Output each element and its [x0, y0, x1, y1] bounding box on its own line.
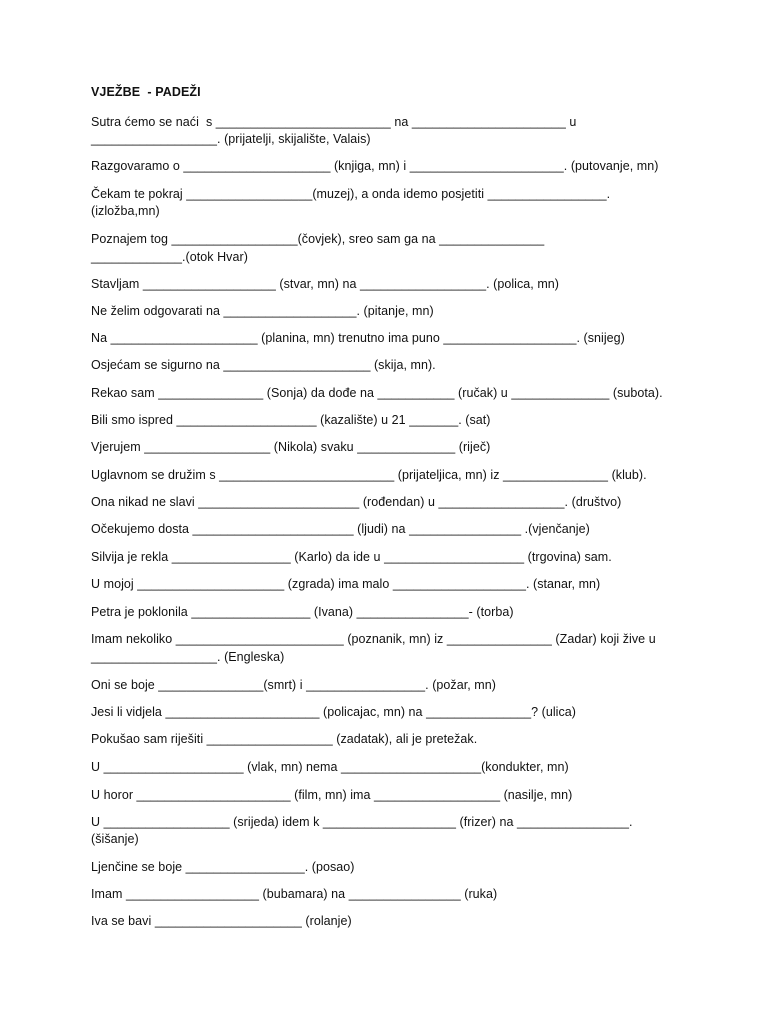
exercise-line: Imam ___________________ (bubamara) na ________________ (ruka) — [91, 887, 498, 901]
exercise-line: Oni se boje _______________(smrt) i _________________. (požar, mn) — [91, 678, 496, 692]
exercise-line: Čekam te pokraj __________________(muzej), a onda idemo posjetiti _________________. — [91, 187, 611, 201]
exercise-line: Na _____________________ (planina, mn) trenutno ima puno ___________________. (snijeg) — [91, 331, 625, 345]
exercise-line: Ne želim odgovarati na ___________________. (pitanje, mn) — [91, 304, 434, 318]
exercise-line: (izložba,mn) — [91, 204, 160, 218]
exercise-line: Ljenčine se boje _________________. (posao) — [91, 860, 355, 874]
exercise-line: Poznajem tog __________________(čovjek), sreo sam ga na _______________ — [91, 232, 545, 246]
exercise-line: U mojoj _____________________ (zgrada) ima malo ___________________. (stanar, mn) — [91, 577, 601, 591]
exercise-line: Bili smo ispred ____________________ (kazalište) u 21 _______. (sat) — [91, 413, 491, 427]
exercise-line: Vjerujem __________________ (Nikola) svaku ______________ (riječ) — [91, 440, 491, 454]
exercise-line: Silvija je rekla _________________ (Karlo) da ide u ____________________ (trgovina) sam. — [91, 550, 612, 564]
exercise-line: Pokušao sam riješiti __________________ (zadatak), ali je pretežak. — [91, 732, 478, 746]
exercise-line: Rekao sam _______________ (Sonja) da dođe na ___________ (ručak) u ______________ (subota). — [91, 386, 663, 400]
exercise-line: _____________.(otok Hvar) — [91, 250, 248, 264]
exercise-line: Jesi li vidjela ______________________ (policajac, mn) na _______________? (ulica) — [91, 705, 577, 719]
exercise-line: __________________. (prijatelji, skijalište, Valais) — [91, 132, 371, 146]
exercise-line: Iva se bavi _____________________ (rolanje) — [91, 914, 352, 928]
exercise-line: U __________________ (srijeda) idem k ___________________ (frizer) na ________________. — [91, 815, 633, 829]
exercise-line: (šišanje) — [91, 832, 139, 846]
exercise-line: Sutra ćemo se naći s _________________________ na ______________________ u — [91, 115, 577, 129]
exercise-line: Petra je poklonila _________________ (Ivana) ________________- (torba) — [91, 605, 514, 619]
exercise-line: Uglavnom se družim s _________________________ (prijateljica, mn) iz _______________ (klub). — [91, 468, 647, 482]
page-title: VJEŽBE - PADEŽI — [91, 85, 201, 99]
exercise-line: __________________. (Engleska) — [91, 650, 285, 664]
exercise-line: U horor ______________________ (film, mn) ima __________________ (nasilje, mn) — [91, 788, 573, 802]
exercise-line: Imam nekoliko ________________________ (poznanik, mn) iz _______________ (Zadar) koji žive u — [91, 632, 656, 646]
exercise-line: Osjećam se sigurno na _____________________ (skija, mn). — [91, 358, 436, 372]
exercise-line: U ____________________ (vlak, mn) nema ____________________(kondukter, mn) — [91, 760, 569, 774]
exercise-line: Ona nikad ne slavi _______________________ (rođendan) u __________________. (društvo) — [91, 495, 622, 509]
exercise-line: Razgovaramo o _____________________ (knjiga, mn) i ______________________. (putovanje, mn) — [91, 159, 659, 173]
exercise-line: Očekujemo dosta _______________________ (ljudi) na ________________ .(vjenčanje) — [91, 522, 590, 536]
exercise-line: Stavljam ___________________ (stvar, mn) na __________________. (polica, mn) — [91, 277, 560, 291]
